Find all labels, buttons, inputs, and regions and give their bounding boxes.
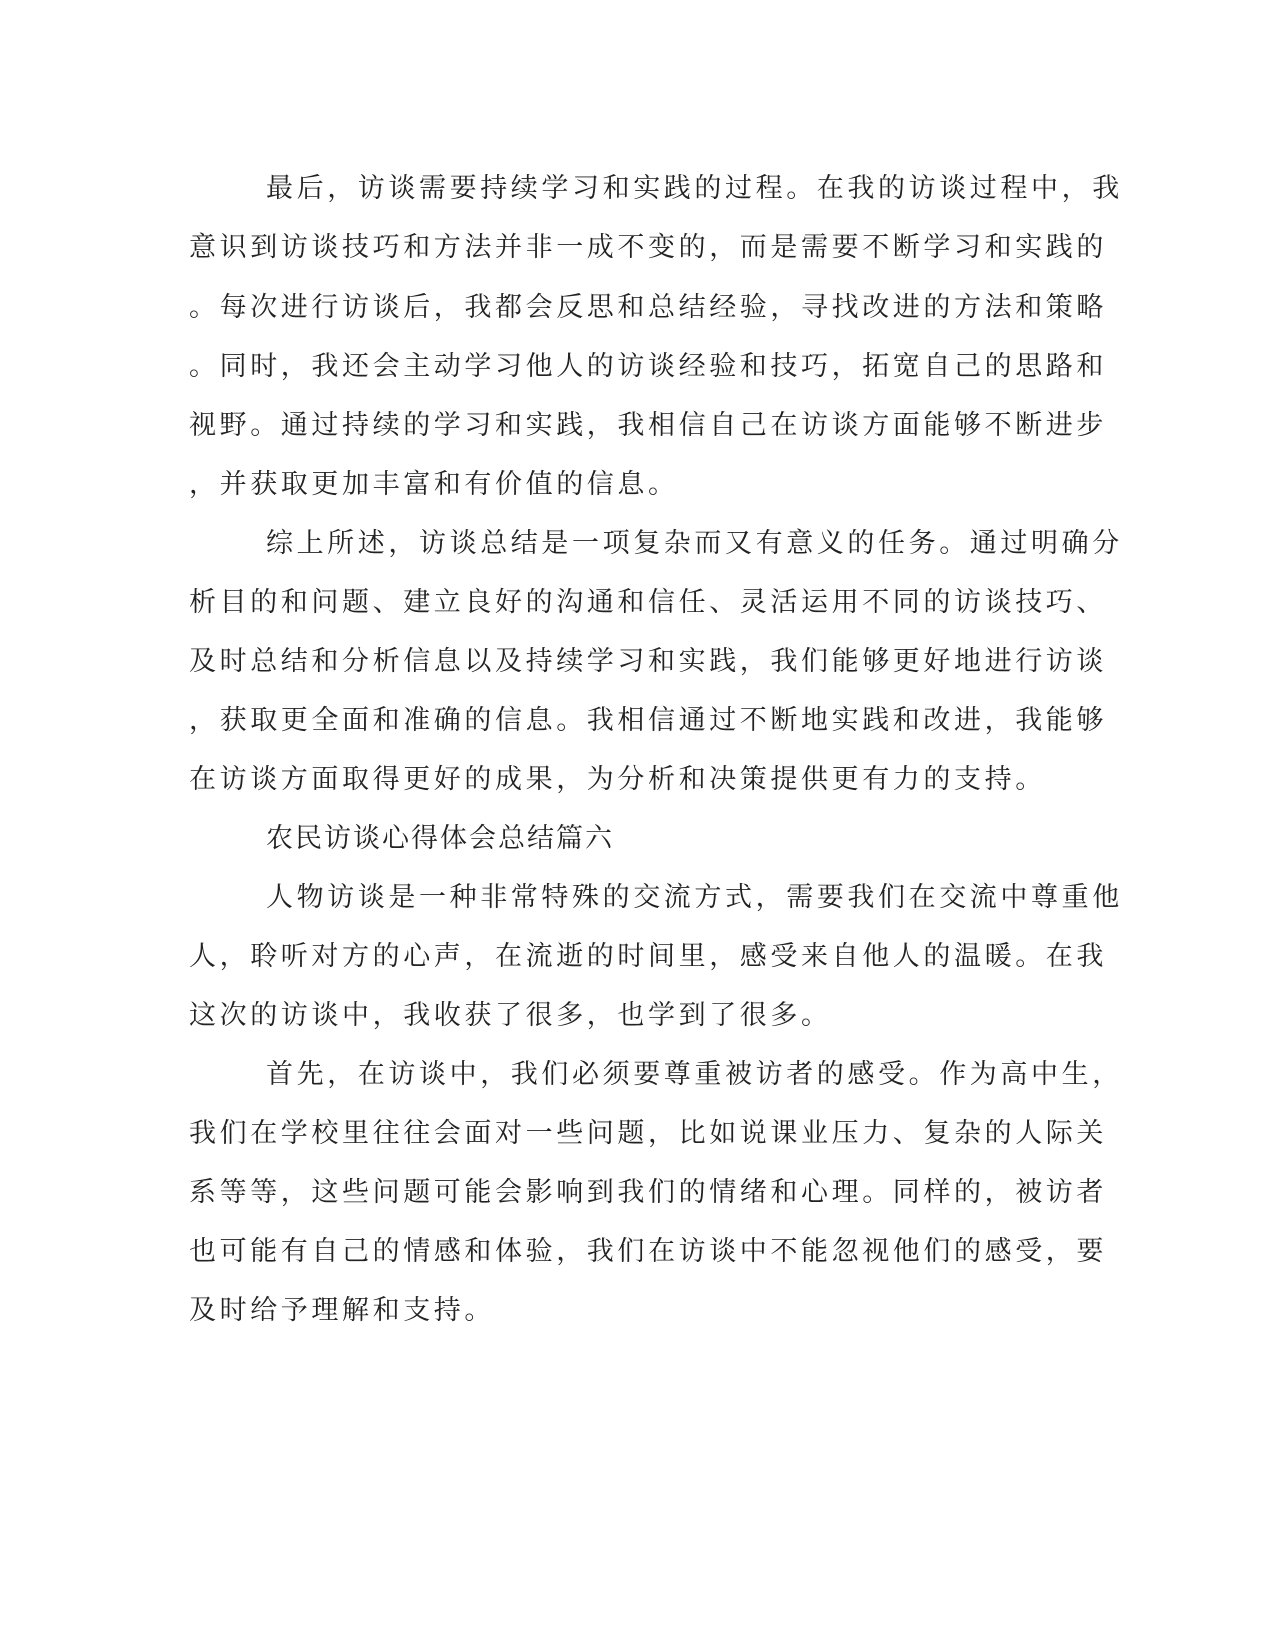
paragraph-4-line-1: 首先，在访谈中，我们必须要尊重被访者的感受。作为高中生，: [266, 1059, 1123, 1090]
paragraph-1-line-6: ，并获取更加丰富和有价值的信息。: [189, 469, 679, 500]
paragraph-1-line-5: 视野。通过持续的学习和实践，我相信自己在访谈方面能够不断进步: [189, 410, 1107, 441]
paragraph-3-line-2: 人，聆听对方的心声，在流逝的时间里，感受来自他人的温暖。在我: [189, 941, 1107, 972]
paragraph-2-line-1: 综上所述，访谈总结是一项复杂而又有意义的任务。通过明确分: [266, 528, 1123, 559]
paragraph-2-line-3: 及时总结和分析信息以及持续学习和实践，我们能够更好地进行访谈: [189, 646, 1107, 677]
paragraph-1-line-1: 最后，访谈需要持续学习和实践的过程。在我的访谈过程中，我: [266, 173, 1123, 204]
paragraph-1-line-3: 。每次进行访谈后，我都会反思和总结经验，寻找改进的方法和策略: [189, 292, 1107, 323]
paragraph-1-line-2: 意识到访谈技巧和方法并非一成不变的，而是需要不断学习和实践的: [189, 232, 1107, 263]
section-heading: 农民访谈心得体会总结篇六: [266, 823, 614, 854]
paragraph-3-line-1: 人物访谈是一种非常特殊的交流方式，需要我们在交流中尊重他: [266, 882, 1123, 913]
paragraph-2-line-2: 析目的和问题、建立良好的沟通和信任、灵活运用不同的访谈技巧、: [189, 587, 1107, 618]
paragraph-4-line-4: 也可能有自己的情感和体验，我们在访谈中不能忽视他们的感受，要: [189, 1236, 1107, 1267]
paragraph-2-line-4: ，获取更全面和准确的信息。我相信通过不断地实践和改进，我能够: [189, 705, 1107, 736]
paragraph-4-line-5: 及时给予理解和支持。: [189, 1295, 495, 1326]
paragraph-3-line-3: 这次的访谈中，我收获了很多，也学到了很多。: [189, 1000, 832, 1031]
paragraph-4-line-3: 系等等，这些问题可能会影响到我们的情绪和心理。同样的，被访者: [189, 1177, 1107, 1208]
paragraph-1-line-4: 。同时，我还会主动学习他人的访谈经验和技巧，拓宽自己的思路和: [189, 351, 1107, 382]
paragraph-2-line-5: 在访谈方面取得更好的成果，为分析和决策提供更有力的支持。: [189, 764, 1046, 795]
paragraph-4-line-2: 我们在学校里往往会面对一些问题，比如说课业压力、复杂的人际关: [189, 1118, 1107, 1149]
